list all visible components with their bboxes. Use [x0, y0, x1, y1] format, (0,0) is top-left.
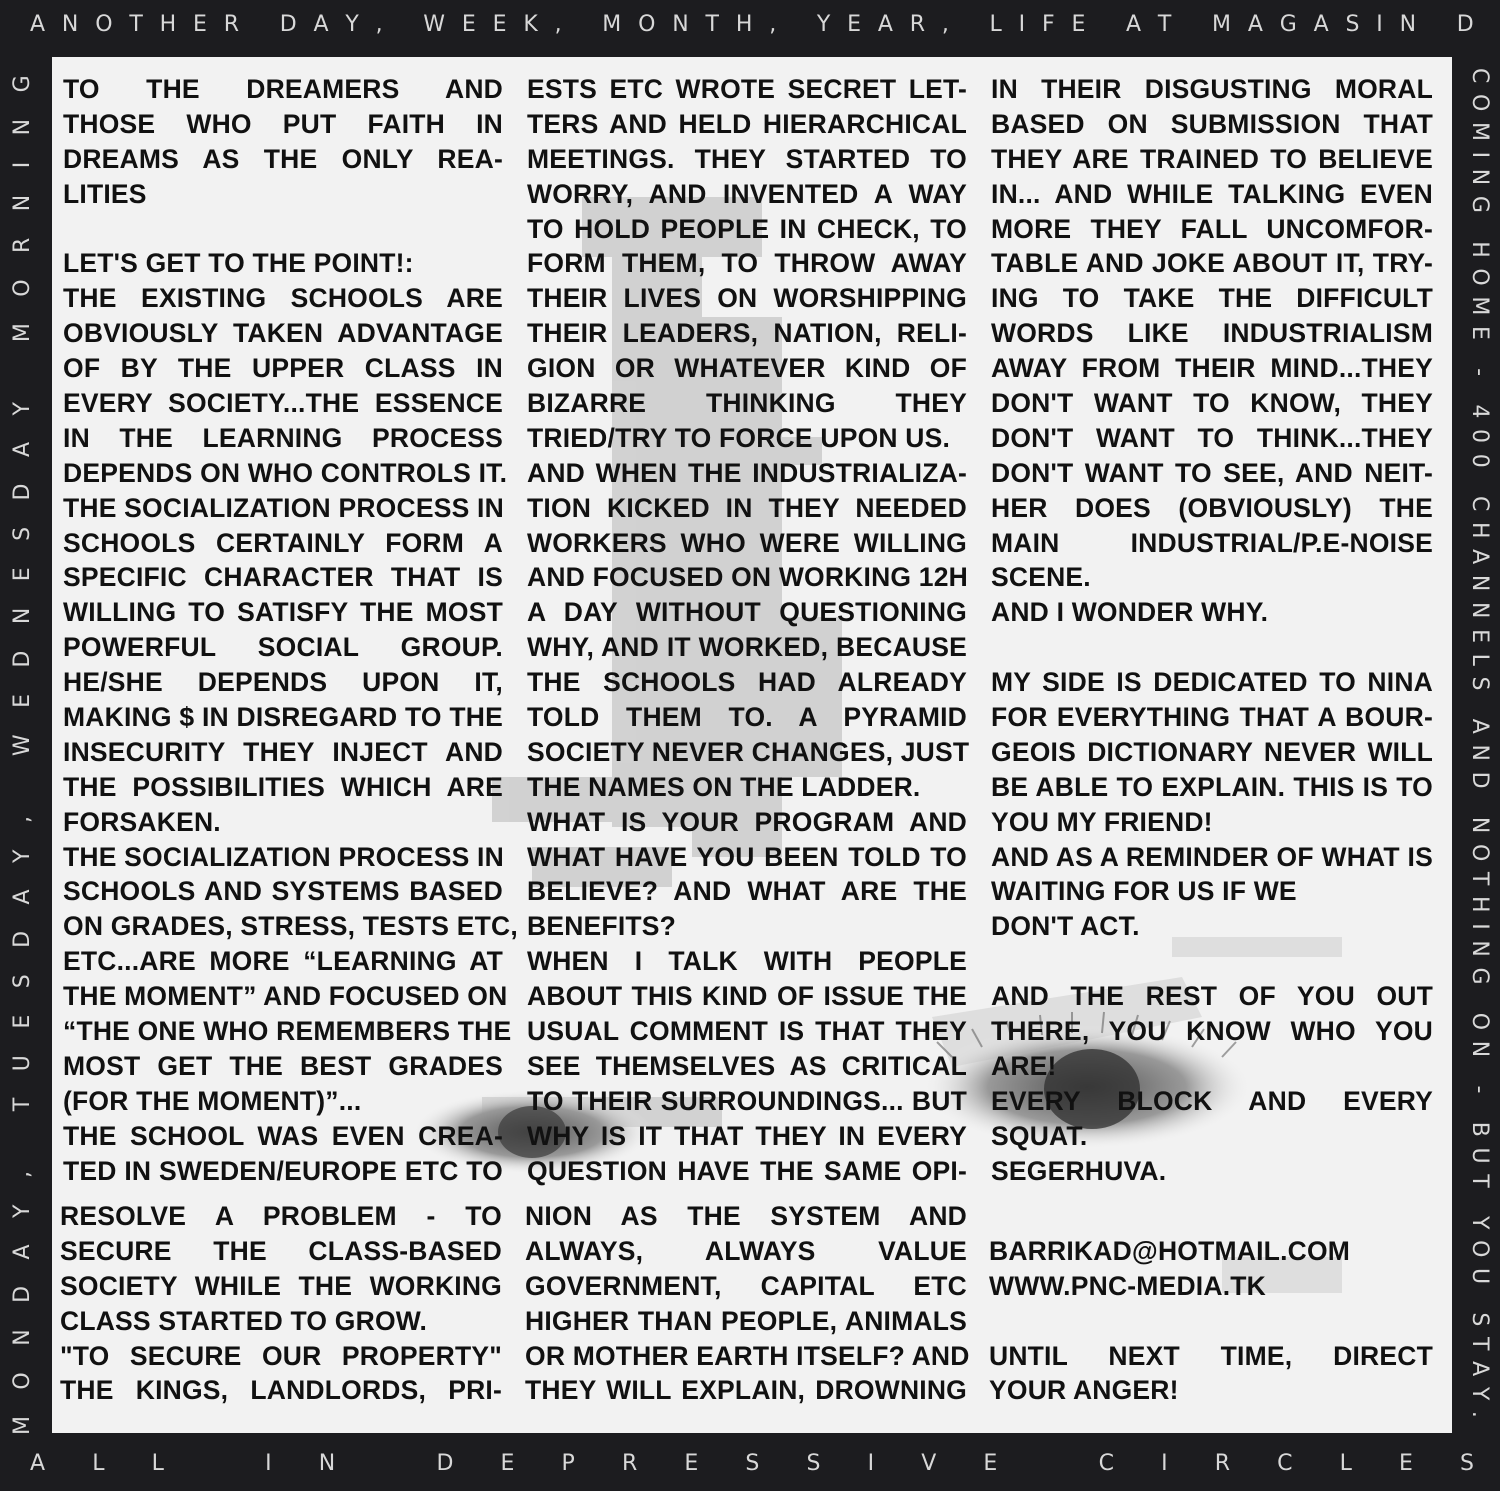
text-line: WAITING FOR US IF WE: [991, 876, 1297, 907]
text-line: [989, 1304, 1433, 1339]
text-line: WHAT HAVE YOU BEEN TOLD TO: [527, 841, 967, 872]
text-line: DEPENDS ON WHO CONTROLS IT.: [63, 457, 508, 488]
frame-char: N: [10, 194, 35, 212]
text-line: NION AS THE SYSTEM AND: [525, 1201, 967, 1231]
text-line: THE SOCIALIZATION PROCESS IN: [63, 492, 504, 523]
frame-char: [1452, 478, 1492, 485]
frame-char: E: [10, 567, 35, 582]
text-line: AND THE REST OF YOU OUT: [991, 981, 1433, 1012]
frame-bottom-text: [0, 1451, 1500, 1485]
text-line: FORM THEM, TO THROW AWAY: [527, 248, 967, 279]
frame-char: O: [638, 12, 656, 37]
frame-char: [1044, 1451, 1051, 1485]
text-line: "TO SECURE OUR PROPERTY": [60, 1340, 502, 1371]
text-line: WHEN I TALK WITH PEOPLE: [527, 946, 967, 977]
frame-char: D: [10, 1285, 35, 1303]
text-line: [991, 944, 1433, 979]
text-line: SQUAT.: [991, 1120, 1088, 1151]
frame-char: O: [1467, 94, 1492, 112]
frame-char: D: [10, 930, 35, 948]
frame-char: F: [1041, 12, 1055, 37]
column-2-lower: [525, 1199, 970, 1408]
frame-char: H: [1467, 521, 1492, 539]
frame-char: E: [492, 12, 507, 37]
text-line: SECURE THE CLASS-BASED: [60, 1235, 502, 1266]
frame-char: D: [436, 1451, 454, 1476]
frame-char: I: [1018, 12, 1026, 37]
text-line: ALWAYS, ALWAYS VALUE: [525, 1235, 967, 1266]
frame-char: T: [705, 12, 719, 37]
text-line: TED IN SWEDEN/EUROPE ETC TO: [63, 1155, 503, 1186]
frame-char: [211, 1451, 218, 1485]
frame-char: E: [847, 12, 862, 37]
text-line: WHAT IS YOUR PROGRAM AND: [527, 806, 967, 837]
frame-char: Y: [816, 12, 831, 37]
frame-char: H: [159, 12, 177, 37]
text-line: IN THE LEARNING PROCESS: [63, 422, 503, 453]
frame-char: H: [1467, 241, 1492, 258]
frame-char: A: [1126, 12, 1142, 37]
frame-char: D: [10, 650, 35, 668]
text-line: DON'T WANT TO SEE, AND NEIT-: [991, 457, 1433, 488]
frame-char: N: [318, 1451, 336, 1476]
frame-char: N: [1399, 12, 1417, 37]
frame-char: A: [30, 1451, 46, 1476]
column-3-upper: [991, 72, 1433, 1189]
text-line: IN... AND WHILE TALKING EVEN: [991, 178, 1433, 209]
frame-char: E: [10, 1014, 35, 1029]
text-line: BIZARRE THINKING THEY: [527, 388, 967, 419]
frame-char: P: [561, 1451, 575, 1476]
frame-char: Y: [1467, 1215, 1492, 1230]
text-line: ING TO TAKE THE DIFFICULT: [991, 283, 1433, 314]
text-line: TOLD THEM TO. A PYRAMID: [527, 702, 967, 733]
frame-char: I: [867, 1451, 875, 1476]
frame-char: V: [921, 1451, 937, 1476]
frame-char: ,: [10, 1171, 35, 1179]
text-line: MORE THEY FALL UNCOMFOR-: [991, 213, 1433, 244]
frame-char: [1188, 12, 1195, 46]
frame-char: D: [10, 483, 35, 501]
text-line: TO THEIR SURROUNDINGS... BUT: [527, 1085, 967, 1116]
frame-char: S: [10, 526, 35, 541]
text-line: OBVIOUSLY TAKEN ADVANTAGE: [63, 318, 503, 349]
frame-char: [10, 369, 50, 376]
text-line: IN THEIR DISGUSTING MORAL: [991, 74, 1433, 104]
frame-char: A: [1467, 718, 1492, 734]
text-line: SPECIFIC CHARACTER THAT IS: [63, 562, 503, 593]
text-line: BARRIKAD@HOTMAIL.COM: [989, 1235, 1351, 1266]
frame-char: I: [1376, 12, 1383, 37]
text-line: GEOIS DICTIONARY NEVER WILL: [991, 736, 1433, 767]
frame-char: E: [983, 1451, 998, 1476]
frame-char: M: [1467, 296, 1492, 316]
frame-char: A: [10, 1244, 35, 1260]
text-line: OF BY THE UPPER CLASS IN: [63, 353, 503, 384]
text-line: DON'T WANT TO THINK...THEY: [991, 422, 1433, 453]
text-line: UNTIL NEXT TIME, DIRECT: [989, 1340, 1433, 1371]
frame-char: C: [1277, 1451, 1293, 1476]
text-line: FORSAKEN.: [63, 806, 221, 837]
frame-char: E: [10, 694, 35, 708]
frame-char: A: [1313, 12, 1329, 37]
frame-char: A: [1467, 1361, 1492, 1377]
frame-char: E: [1071, 12, 1086, 37]
frame-char: N: [61, 12, 79, 37]
text-line: MAIN INDUSTRIAL/P.E-NOISE: [991, 527, 1433, 558]
text-line: WHY IS IT THAT THEY IN EVERY: [527, 1120, 967, 1151]
frame-char: I: [1467, 923, 1492, 930]
text-line: ARE!: [991, 1050, 1057, 1081]
frame-char: I: [1467, 151, 1492, 159]
frame-char: E: [193, 12, 207, 37]
frame-char: I: [265, 1451, 272, 1476]
frame-char: O: [10, 279, 35, 297]
frame-char: O: [95, 12, 113, 37]
text-line: WILLING TO SATISFY THE MOST: [63, 597, 503, 628]
frame-char: M: [1467, 121, 1492, 141]
text-line: EVERY SOCIETY...THE ESSENCE: [63, 388, 503, 419]
frame-char: S: [10, 974, 35, 989]
text-line: AND AS A REMINDER OF WHAT IS: [991, 841, 1433, 872]
frame-char: T: [1467, 871, 1492, 886]
text-line: INSECURITY THEY INJECT AND: [63, 736, 503, 767]
text-line: SCHOOLS AND SYSTEMS BASED: [63, 876, 503, 907]
frame-char: N: [1467, 601, 1492, 619]
text-line: RESOLVE A PROBLEM - TO: [60, 1201, 502, 1231]
frame-char: A: [313, 12, 329, 37]
frame-char: T: [129, 12, 143, 37]
frame-char: [1102, 12, 1109, 46]
text-line: DON'T WANT TO KNOW, THEY: [991, 388, 1433, 419]
text-line: THE SOCIALIZATION PROCESS IN: [63, 841, 504, 872]
frame-char: A: [1247, 12, 1263, 37]
frame-char: [1452, 995, 1492, 1002]
text-line: THEY WILL EXPLAIN, DROWNING: [525, 1375, 967, 1406]
text-line: THE POSSIBILITIES WHICH ARE: [63, 771, 503, 802]
text-line: POWERFUL SOCIAL GROUP.: [63, 632, 503, 663]
text-line: THERE, YOU KNOW WHO YOU: [991, 1016, 1433, 1047]
frame-char: Y: [10, 849, 35, 863]
frame-char: L: [989, 12, 1002, 37]
frame-char: 0: [1467, 429, 1492, 444]
frame-char: D: [1456, 12, 1474, 37]
text-line: ESTS ETC WROTE SECRET LET-: [527, 74, 967, 104]
frame-char: I: [1161, 1451, 1168, 1476]
text-line: SCHOOLS CERTAINLY FORM A: [63, 527, 503, 558]
text-line: THE EXISTING SCHOOLS ARE: [63, 283, 503, 314]
frame-char: Y: [10, 1204, 35, 1218]
frame-char: L: [92, 1451, 105, 1476]
text-line: TABLE AND JOKE ABOUT IT, TRY-: [991, 248, 1433, 279]
frame-char: E: [1467, 629, 1492, 643]
frame-char: N: [10, 607, 35, 625]
frame-char: -: [1467, 368, 1492, 377]
text-line: GION OR WHATEVER KIND OF: [527, 353, 967, 384]
text-line: AND I WONDER WHY.: [991, 597, 1269, 628]
text-line: EVERY BLOCK AND EVERY: [991, 1085, 1433, 1116]
text-line: SOCIETY WHILE THE WORKING: [60, 1270, 502, 1301]
frame-char: L: [1467, 653, 1492, 666]
text-line: AWAY FROM THEIR MIND...THEY: [991, 353, 1433, 384]
frame-char: W: [423, 12, 446, 37]
text-line: THE KINGS, LANDLORDS, PRI-: [60, 1375, 502, 1406]
frame-char: S: [1467, 1312, 1492, 1327]
frame-top-text: [0, 12, 1500, 46]
frame-char: O: [1467, 843, 1492, 862]
frame-char: K: [523, 12, 538, 37]
frame-char: U: [10, 1055, 35, 1072]
text-line: [991, 630, 1433, 665]
frame-char: U: [1467, 1147, 1492, 1164]
frame-char: [1452, 1104, 1492, 1111]
frame-char: .: [1467, 1410, 1492, 1418]
text-line: [989, 1199, 1433, 1234]
frame-char: E: [461, 12, 476, 37]
text-line: MEETINGS. THEY STARTED TO: [527, 143, 967, 174]
frame-char: M: [10, 1416, 35, 1435]
text-line: SCENE.: [991, 562, 1091, 593]
frame-char: H: [1467, 896, 1492, 913]
frame-char: O: [1467, 268, 1492, 286]
frame-char: ,: [554, 12, 562, 37]
frame-char: R: [10, 237, 35, 253]
frame-char: E: [684, 1451, 699, 1476]
text-line: THE MOMENT” AND FOCUSED ON: [63, 981, 508, 1012]
frame-char: M: [602, 12, 622, 37]
column-1-upper: [63, 72, 518, 1189]
text-line: HIGHER THAN PEOPLE, ANIMALS: [525, 1305, 967, 1336]
frame-char: E: [1399, 1451, 1413, 1476]
text-line: AND FOCUSED ON WORKING 12H: [527, 562, 969, 593]
frame-char: ,: [375, 12, 383, 37]
text-line: LET'S GET TO THE POINT!:: [63, 248, 414, 279]
frame-char: S: [745, 1451, 760, 1476]
text-line: QUESTION HAVE THE SAME OPI-: [527, 1155, 967, 1186]
frame-char: A: [10, 889, 35, 905]
text-line: USUAL COMMENT IS THAT THEY: [527, 1016, 967, 1047]
frame-char: Y: [10, 402, 35, 416]
frame-char: R: [1214, 1451, 1230, 1476]
frame-char: G: [10, 75, 35, 93]
text-line: TO THE DREAMERS AND: [63, 74, 503, 104]
frame-char: N: [1467, 940, 1492, 957]
text-line: HE/SHE DEPENDS UPON IT,: [63, 667, 503, 698]
frame-char: R: [909, 12, 926, 37]
text-line: THEIR LIVES ON WORSHIPPING: [527, 283, 967, 314]
frame-char: A: [1467, 549, 1492, 565]
frame-char: N: [1467, 574, 1492, 592]
text-line: [63, 212, 503, 247]
frame-char: [10, 783, 50, 790]
frame-char: [1452, 387, 1492, 394]
frame-char: [1433, 12, 1440, 46]
frame-char: [256, 12, 263, 46]
text-line: BASED ON SUBMISSION THAT: [991, 108, 1433, 139]
frame-char: [382, 1451, 389, 1485]
frame-char: N: [1467, 1040, 1492, 1058]
text-line: WHY, AND IT WORKED, BECAUSE: [527, 632, 967, 663]
frame-char: A: [877, 12, 893, 37]
text-line: MAKING $ IN DISREGARD TO THE: [63, 702, 503, 733]
frame-char: [1452, 224, 1492, 231]
frame-char: A: [30, 12, 46, 37]
frame-char: I: [10, 161, 35, 169]
frame-char: M: [10, 323, 35, 343]
text-line: DREAMS AS THE ONLY REA-: [63, 143, 503, 174]
frame-char: [399, 12, 406, 46]
text-line: WWW.PNC-MEDIA.TK: [989, 1270, 1266, 1301]
frame-char: Y: [1467, 1386, 1492, 1401]
frame-char: G: [1467, 195, 1492, 213]
text-line: WORDS LIKE INDUSTRIALISM: [991, 318, 1433, 349]
frame-char: H: [735, 12, 753, 37]
frame-char: T: [10, 1097, 35, 1112]
frame-char: G: [1467, 967, 1492, 985]
column-1-lower: [60, 1199, 502, 1408]
text-line: THE SCHOOLS HAD ALREADY: [527, 667, 967, 698]
frame-char: W: [10, 734, 35, 757]
frame-char: [1452, 701, 1492, 708]
frame-char: S: [1345, 12, 1360, 37]
text-line: (FOR THE MOMENT)”...: [63, 1085, 362, 1116]
frame-char: ,: [769, 12, 777, 37]
frame-char: [1452, 1198, 1492, 1205]
frame-char: E: [1467, 325, 1492, 340]
frame-char: D: [279, 12, 297, 37]
frame-char: O: [1467, 1012, 1492, 1031]
frame-char: [578, 12, 585, 46]
text-line: SOCIETY NEVER CHANGES, JUST: [527, 736, 970, 767]
frame-char: [793, 12, 800, 46]
text-line: BELIEVE? AND WHAT ARE THE: [527, 876, 967, 907]
text-line: ABOUT THIS KIND OF ISSUE THE: [527, 981, 967, 1012]
text-line: YOUR ANGER!: [989, 1375, 1179, 1406]
frame-char: [10, 1138, 50, 1145]
frame-char: N: [10, 118, 35, 136]
frame-char: C: [1467, 495, 1492, 512]
frame-char: S: [1467, 676, 1492, 691]
text-line: YOU MY FRIEND!: [991, 806, 1213, 837]
text-line: AND WHEN THE INDUSTRIALIZA-: [527, 457, 967, 488]
text-line: TERS AND HELD HIERARCHICAL: [527, 108, 967, 139]
text-line: DON'T ACT.: [991, 911, 1140, 942]
text-line: WORKERS WHO WERE WILLING: [527, 527, 967, 558]
column-3-lower: [989, 1199, 1433, 1408]
frame-char: [1452, 351, 1492, 358]
text-line: THE SCHOOL WAS EVEN CREA-: [63, 1120, 503, 1151]
text-line: TION KICKED IN THEY NEEDED: [527, 492, 967, 523]
text-line: MOST GET THE BEST GRADES: [63, 1050, 503, 1081]
text-line: THOSE WHO PUT FAITH IN: [63, 108, 503, 139]
frame-char: [1452, 1295, 1492, 1302]
column-2-upper: [527, 72, 970, 1189]
text-line: TRIED/TRY TO FORCE UPON US.: [527, 422, 951, 453]
frame-char: N: [1467, 168, 1492, 186]
text-line: HER DOES (OBVIOUSLY) THE: [991, 492, 1433, 523]
frame-char: T: [1467, 1337, 1492, 1351]
frame-char: S: [1460, 1451, 1474, 1476]
text-line: SEGERHUVA.: [991, 1155, 1167, 1186]
text-line: BENEFITS?: [527, 911, 677, 942]
frame-char: M: [1212, 12, 1231, 37]
text-line: “THE ONE WHO REMEMBERS THE: [63, 1016, 512, 1047]
frame-char: 4: [1467, 404, 1492, 419]
frame-right-text: [1452, 68, 1492, 1448]
frame-char: ,: [941, 12, 949, 37]
text-line: FOR EVERYTHING THAT A BOUR-: [991, 702, 1433, 733]
text-line: CLASS STARTED TO GROW.: [60, 1305, 428, 1336]
frame-char: D: [1467, 771, 1492, 789]
frame-char: N: [1467, 744, 1492, 761]
frame-char: -: [1467, 1085, 1492, 1094]
frame-char: [966, 12, 973, 46]
text-line: OR MOTHER EARTH ITSELF? AND: [525, 1340, 970, 1371]
frame-char: O: [1467, 1240, 1492, 1258]
text-panel: [52, 57, 1452, 1433]
frame-char: T: [1157, 12, 1172, 37]
frame-char: C: [1098, 1451, 1114, 1476]
frame-char: L: [1339, 1451, 1352, 1476]
text-line: GOVERNMENT, CAPITAL ETC: [525, 1270, 967, 1301]
text-line: THE NAMES ON THE LADDER.: [527, 771, 921, 802]
text-line: A DAY WITHOUT QUESTIONING: [527, 597, 967, 628]
frame-char: T: [1467, 1174, 1492, 1188]
text-line: ON GRADES, STRESS, TESTS ETC,: [63, 911, 518, 942]
text-line: WORRY, AND INVENTED A WAY: [527, 178, 967, 209]
frame-char: R: [621, 1451, 638, 1476]
frame-char: B: [1467, 1121, 1492, 1137]
text-line: THEY ARE TRAINED TO BELIEVE: [991, 143, 1433, 174]
text-line: ETC...ARE MORE “LEARNING AT: [63, 946, 503, 977]
frame-char: A: [10, 441, 35, 458]
frame-char: ,: [10, 816, 35, 824]
text-line: SEE THEMSELVES AS CRITICAL: [527, 1050, 967, 1081]
frame-char: R: [223, 12, 240, 37]
frame-char: N: [672, 12, 689, 37]
frame-char: 0: [1467, 453, 1492, 468]
frame-char: N: [10, 1329, 35, 1346]
frame-char: E: [500, 1451, 515, 1476]
frame-char: Y: [345, 12, 359, 37]
frame-char: U: [1467, 1268, 1492, 1285]
text-line: BE ABLE TO EXPLAIN. THIS IS TO: [991, 771, 1433, 802]
frame-char: [1452, 1068, 1492, 1075]
text-line: TO HOLD PEOPLE IN CHECK, TO: [527, 213, 967, 244]
frame-char: C: [1467, 68, 1492, 84]
text-line: THEIR LEADERS, NATION, RELI-: [527, 318, 967, 349]
frame-char: O: [10, 1372, 35, 1390]
frame-char: N: [1467, 816, 1492, 834]
text-line: LITIES: [63, 178, 147, 209]
frame-char: S: [806, 1451, 821, 1476]
text-line: MY SIDE IS DEDICATED TO NINA: [991, 667, 1433, 698]
frame-char: [1452, 799, 1492, 806]
frame-char: L: [151, 1451, 164, 1476]
frame-char: G: [1279, 12, 1297, 37]
frame-left-text: [10, 65, 50, 1445]
